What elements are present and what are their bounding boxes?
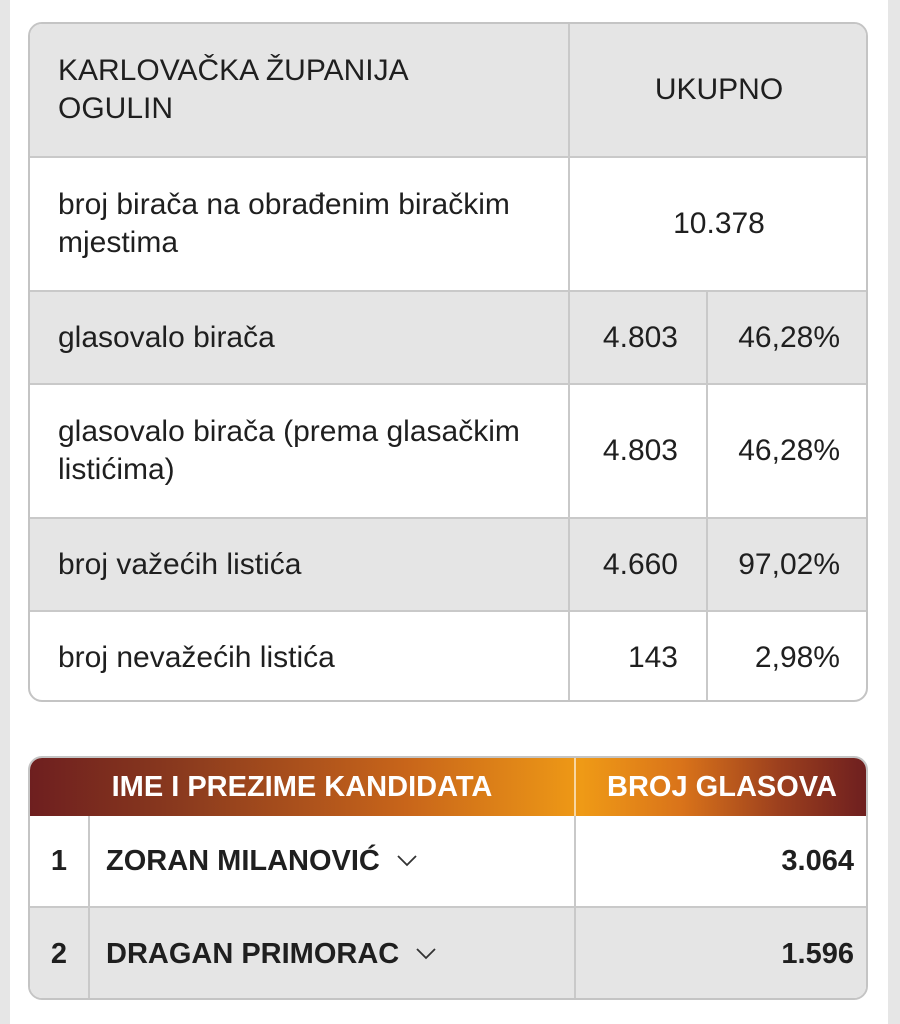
voted-percent: 46,28% — [738, 320, 840, 354]
candidate-rank: 1 — [30, 816, 90, 906]
turnout-row-voted — [30, 292, 866, 385]
turnout-row-valid — [30, 519, 866, 612]
valid-ballots-count: 4.660 — [570, 519, 708, 610]
total-header: UKUPNO — [654, 73, 784, 106]
chevron-down-icon[interactable] — [396, 854, 418, 868]
turnout-row-voted-ballots — [30, 385, 866, 519]
turnout-table — [28, 22, 868, 702]
chevron-down-icon[interactable] — [415, 947, 437, 961]
results-page — [10, 0, 888, 1024]
voted-ballots-label: glasovalo birača (prema glasačkim listićima) — [30, 385, 570, 517]
candidate-row[interactable] — [30, 816, 866, 908]
candidate-name: DRAGAN PRIMORAC — [106, 937, 400, 970]
candidate-row[interactable] — [30, 908, 866, 1000]
candidate-rank: 2 — [30, 908, 90, 1000]
voted-ballots-count: 4.803 — [570, 385, 708, 517]
votes-header: BROJ GLASOVA — [607, 770, 837, 803]
turnout-row-registered — [30, 158, 866, 292]
candidates-table — [28, 756, 868, 1000]
valid-ballots-percent: 97,02% — [738, 547, 840, 581]
voted-count: 4.803 — [570, 292, 708, 383]
candidates-header — [30, 758, 866, 816]
voted-ballots-percent: 46,28% — [738, 434, 840, 467]
turnout-header-row — [30, 24, 866, 158]
county-name: KARLOVAČKA ŽUPANIJA — [58, 54, 409, 87]
candidate-name-header: IME I PREZIME KANDIDATA — [30, 758, 576, 816]
municipality-name: OGULIN — [58, 92, 174, 125]
invalid-ballots-count: 143 — [570, 612, 708, 702]
candidate-votes: 1.596 — [781, 937, 854, 970]
turnout-row-invalid — [30, 612, 866, 702]
invalid-ballots-percent: 2,98% — [754, 641, 840, 674]
invalid-ballots-label: broj nevažećih listića — [30, 612, 570, 702]
candidate-votes: 3.064 — [781, 844, 854, 877]
registered-voters-value: 10.378 — [673, 207, 765, 240]
candidate-name: ZORAN MILANOVIĆ — [106, 844, 380, 877]
valid-ballots-label: broj važećih listića — [30, 519, 570, 610]
voted-label: glasovalo birača — [30, 292, 570, 383]
candidate-name-cell[interactable] — [90, 908, 576, 1000]
candidate-name-cell[interactable] — [90, 816, 576, 906]
location-header — [30, 24, 570, 156]
registered-voters-label: broj birača na obrađenim biračkim mjestima — [30, 158, 570, 290]
